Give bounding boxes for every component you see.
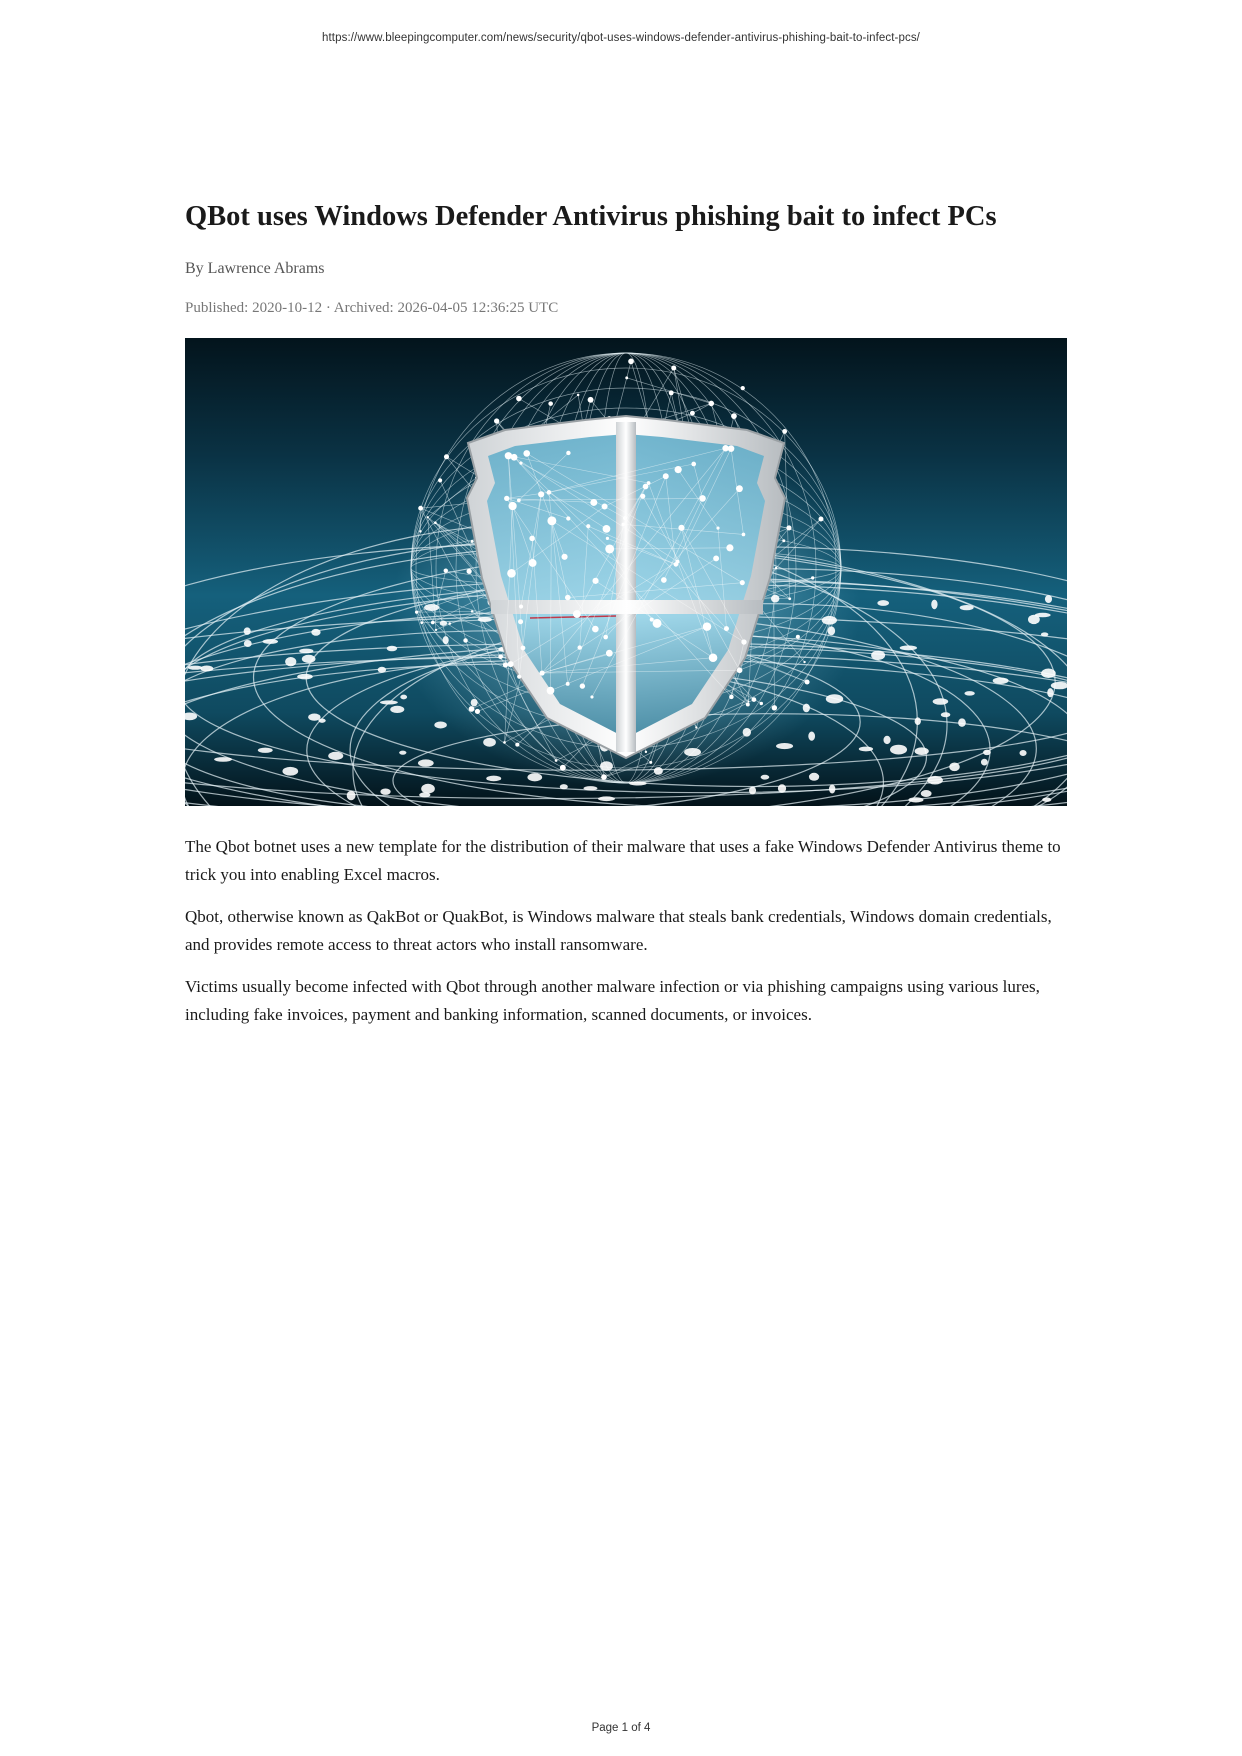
article-byline: By Lawrence Abrams: [185, 260, 325, 278]
hero-image: [185, 338, 1067, 806]
paragraph: Qbot, otherwise known as QakBot or QuakBot, is Windows malware that steals bank credentials, Windows domain credentials, and provides remote access to threat actors who install ransomware.: [185, 907, 1052, 955]
article-title: QBot uses Windows Defender Antivirus phishing bait to infect PCs: [185, 201, 997, 232]
page-url: https://www.bleepingcomputer.com/news/security/qbot-uses-windows-defender-antivirus-phishing-bait-to-infect-pcs/: [322, 32, 920, 44]
article: [185, 200, 1067, 1043]
page-number: Page 1 of 4: [591, 1722, 651, 1734]
article-body: [185, 833, 1067, 1029]
article-meta: Published: 2020-10-12 · Archived: 2026-04-05 12:36:25 UTC: [185, 300, 559, 317]
paragraph: Victims usually become infected with Qbot through another malware infection or via phishing campaigns using various lures, including fake invoices, payment and banking information, scanned documents, or invoices.: [185, 977, 1040, 1025]
paragraph: The Qbot botnet uses a new template for the distribution of their malware that uses a fake Windows Defender Antivirus theme to trick you into enabling Excel macros.: [185, 837, 1061, 885]
